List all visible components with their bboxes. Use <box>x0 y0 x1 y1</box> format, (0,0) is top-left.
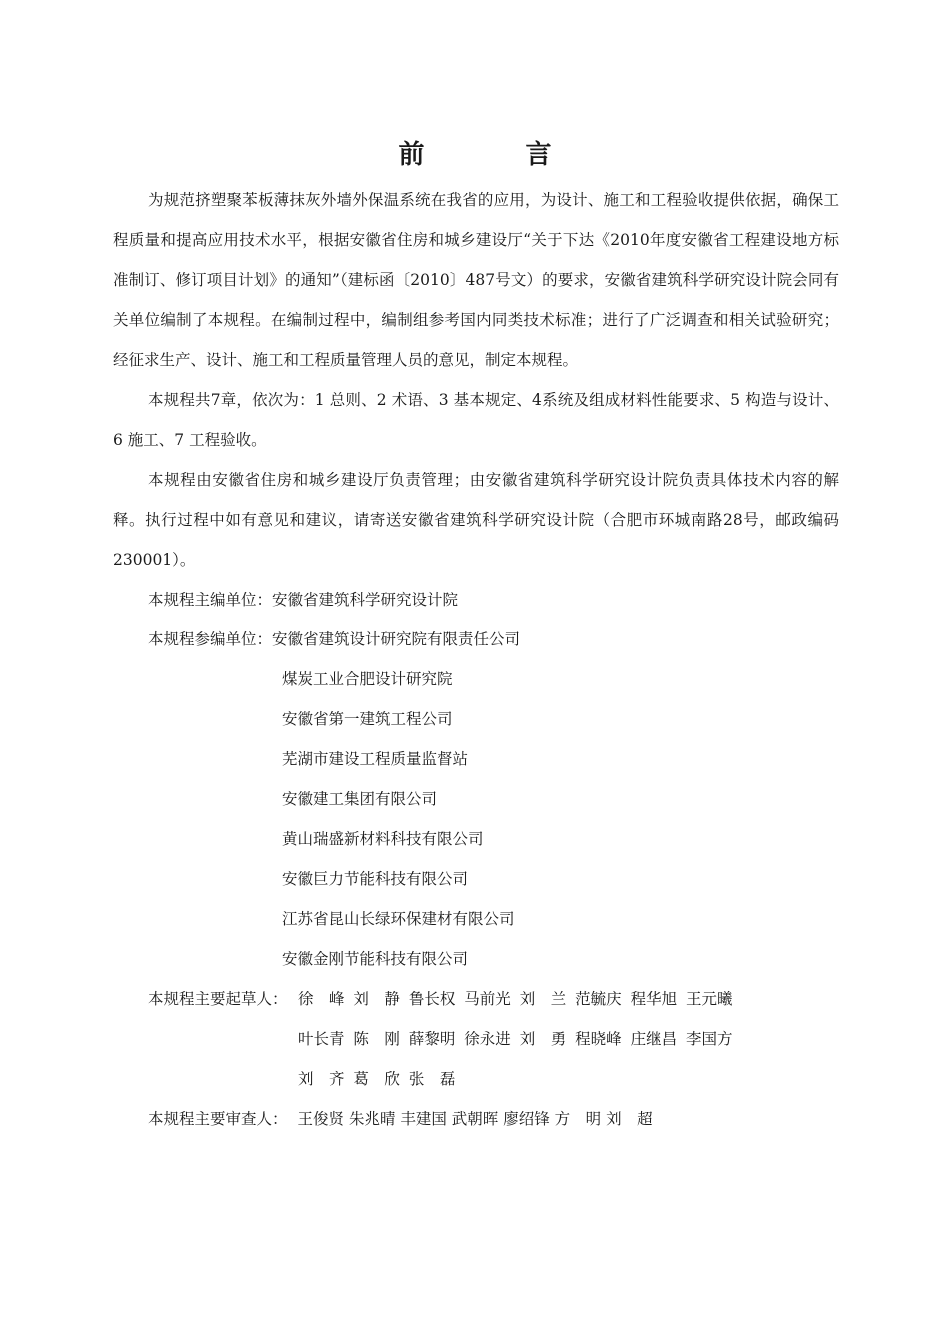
paragraph-intro: 为规范挤塑聚苯板薄抹灰外墙外保温系统在我省的应用，为设计、施工和工程验收提供依据，确保工程质量和提高应用技术水平，根据安徽省住房和城乡建设厅“关于下达《2010年度安徽省工程建设地方标准制订、修订项目计划》的通知”（建标函〔2010〕487号文）的要求，安徽省建筑科学研究设计院会同有关单位编制了本规程。在编制过程中，编制组参考国内同类技术标准；进行了广泛调查和相关试验研究；经征求生产、设计、施工和工程质量管理人员的意见，制定本规程。 <box>113 191 839 369</box>
participating-unit: 煤炭工业合肥设计研究院 <box>282 670 453 688</box>
participating-unit: 芜湖市建设工程质量监督站 <box>282 750 469 768</box>
reviewers-row <box>148 1107 653 1131</box>
participating-unit: 安徽巨力节能科技有限公司 <box>282 870 469 888</box>
chief-unit-label: 本规程主编单位： <box>148 591 273 609</box>
drafters-names: 叶长青 陈 刚 薛黎明 徐永进 刘 勇 程晓峰 庄继昌 李国方 <box>298 1030 733 1048</box>
chief-unit-row <box>148 588 458 612</box>
participating-unit: 安徽建工集团有限公司 <box>282 790 438 808</box>
page-title: 前 言 <box>398 140 598 170</box>
participating-unit: 安徽金刚节能科技有限公司 <box>282 950 469 968</box>
participating-unit-row <box>148 627 520 651</box>
participating-unit: 黄山瑞盛新材料科技有限公司 <box>282 830 484 848</box>
participating-unit: 安徽省第一建筑工程公司 <box>282 710 453 728</box>
drafters-row <box>148 987 288 1011</box>
participating-unit: 江苏省昆山长绿环保建材有限公司 <box>282 910 515 928</box>
paragraph-management: 本规程由安徽省住房和城乡建设厅负责管理；由安徽省建筑科学研究设计院负责具体技术内容的解释。执行过程中如有意见和建议，请寄送安徽省建筑科学研究设计院（合肥市环城南路28号，邮政编码230001）。 <box>113 471 839 569</box>
participating-unit: 安徽省建筑设计研究院有限责任公司 <box>272 630 521 648</box>
reviewers-names: 王俊贤 朱兆晴 丰建国 武朝晖 廖绍锋 方 明 刘 超 <box>297 1110 653 1128</box>
participating-units-label: 本规程参编单位： <box>148 630 273 648</box>
drafters-names: 徐 峰 刘 静 鲁长权 马前光 刘 兰 范毓庆 程华旭 王元曦 <box>298 990 733 1008</box>
drafters-names: 刘 齐 葛 欣 张 磊 <box>298 1070 456 1088</box>
drafters-label: 本规程主要起草人： <box>148 990 288 1008</box>
reviewers-label: 本规程主要审查人： <box>148 1110 288 1128</box>
paragraph-chapters: 本规程共7章，依次为：1 总则、2 术语、3 基本规定、4系统及组成材料性能要求、5 构造与设计、6 施工、7 工程验收。 <box>113 391 839 449</box>
chief-unit-value: 安徽省建筑科学研究设计院 <box>272 591 459 609</box>
